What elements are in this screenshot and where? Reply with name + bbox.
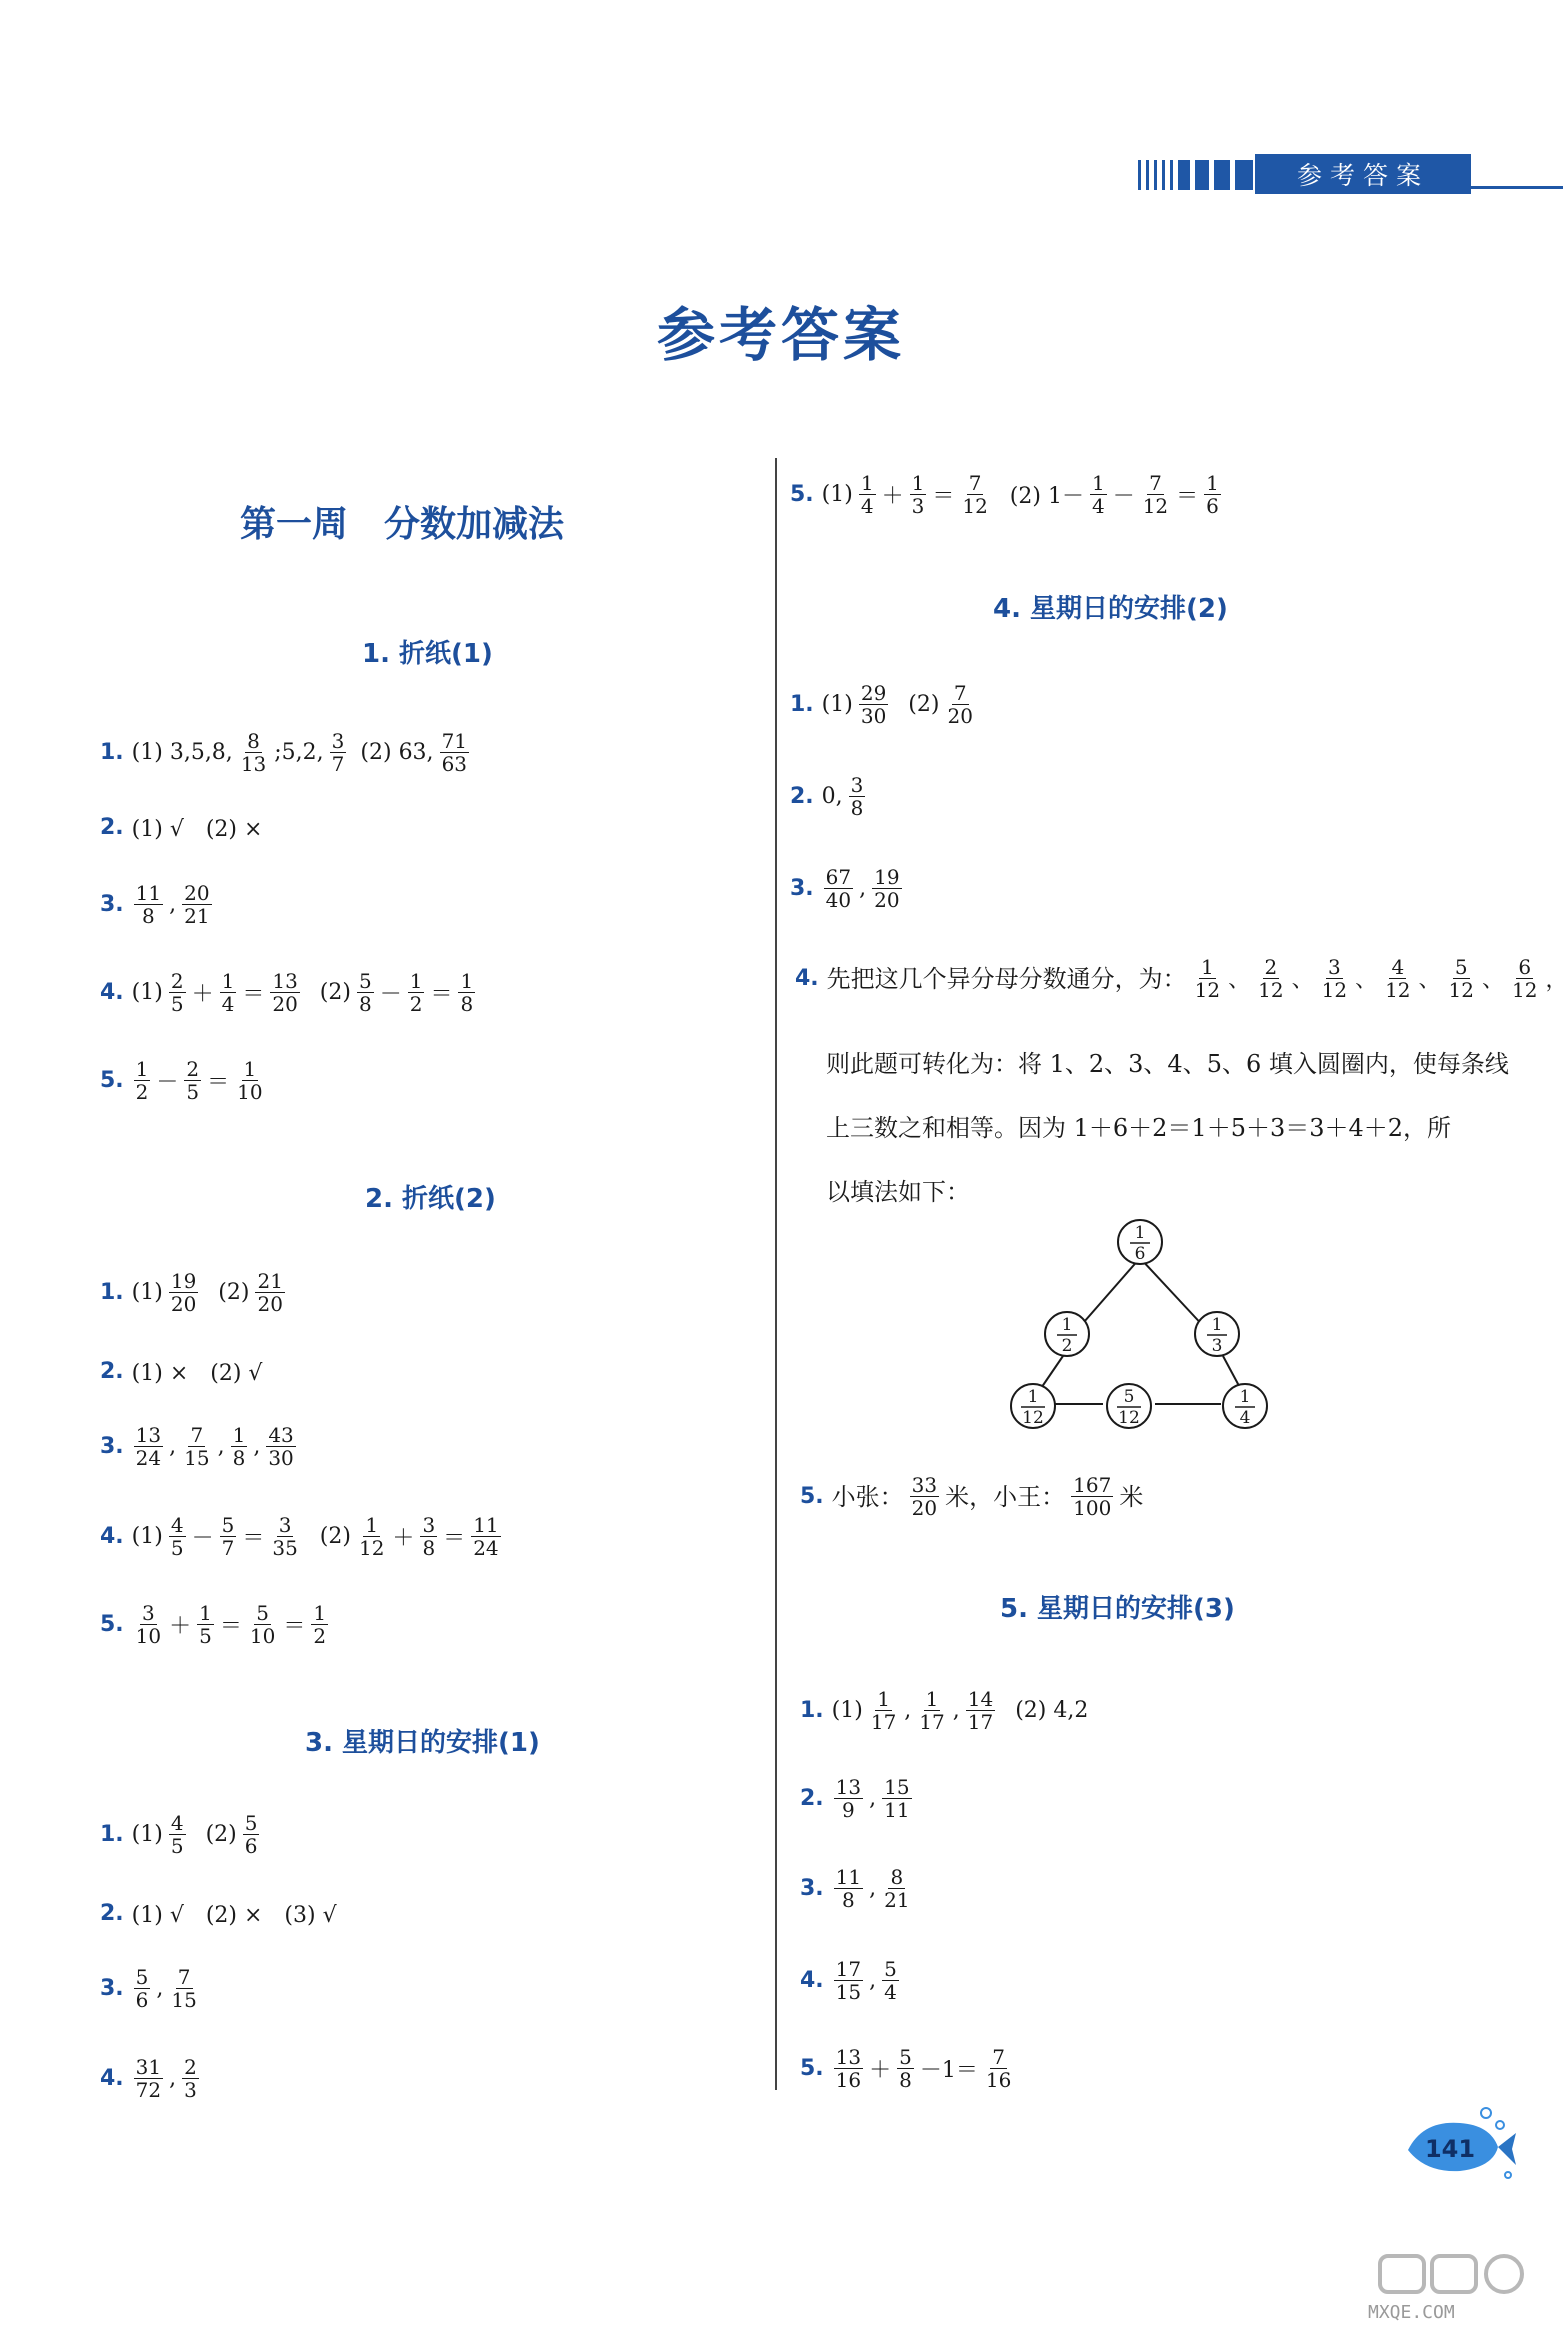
answer-1-1: 1. (1) 3,5,8, 8 13 ;5,2, 3 7 (2) 63, 71 63 bbox=[100, 729, 468, 776]
answer-3-2: 2. (1) √ (2) × (3) √ bbox=[100, 1901, 337, 1928]
svg-text:12: 12 bbox=[1022, 1408, 1044, 1428]
page-title: 参考答案 bbox=[656, 301, 905, 369]
answer-5-1: 1. (1) 1 17 , 1 17 , 14 17 (2) 4,2 bbox=[800, 1687, 1089, 1734]
diagram-line bbox=[1077, 1258, 1140, 1330]
diagram-line bbox=[1140, 1258, 1207, 1330]
answer-2-1: 1. (1) 19 20 (2) 21 20 bbox=[100, 1269, 283, 1316]
answer-4-5: 5. 小张： 33 20 米，小王： 167 100 米 bbox=[800, 1473, 1144, 1520]
answer-5-2: 2. 13 9 , 15 11 bbox=[800, 1775, 910, 1822]
answer-3-4: 4. 31 72 , 2 3 bbox=[100, 2055, 197, 2102]
svg-text:1: 1 bbox=[1134, 1223, 1146, 1243]
section-title-4: 4. 星期日的安排(2) bbox=[993, 594, 1228, 624]
fraction: 71 63 bbox=[441, 729, 468, 776]
answer-2-3: 3. 13 24 , 7 15 , 1 8 , 43 30 bbox=[100, 1423, 294, 1470]
circle-node-bottom-middle bbox=[1107, 1384, 1151, 1428]
header-decoration-bars bbox=[1138, 160, 1253, 190]
answer-4-4-line4: 以填法如下： bbox=[826, 1178, 970, 1206]
answer-2-4: 4. (1) 4 5 － 5 7 ＝ 3 35 (2) 1 12 ＋ 3 8 ＝ 11 24 bbox=[100, 1513, 499, 1560]
watermark-text: MXQE.COM bbox=[1368, 2302, 1455, 2323]
svg-text:1: 1 bbox=[1061, 1315, 1073, 1335]
fraction: 20 21 bbox=[184, 881, 210, 928]
answer-4-4: 4. 先把这几个异分母分数通分，为： 1 12 、 2 12 、 3 12 、 4 12 、 5 12 、 6 12 ， bbox=[795, 955, 1567, 1002]
circle-node-right bbox=[1195, 1312, 1239, 1356]
svg-text:1: 1 bbox=[1239, 1387, 1251, 1407]
answer-4-1: 1. (1) 29 30 (2) 7 20 bbox=[790, 681, 973, 728]
svg-text:6: 6 bbox=[1134, 1244, 1146, 1264]
page-number-fish-icon bbox=[1398, 2105, 1518, 2185]
header-tag: 参考答案 bbox=[1255, 154, 1471, 194]
fraction: 8 13 bbox=[240, 729, 267, 776]
page-number: 141 bbox=[1424, 2135, 1476, 2163]
answer-3-3: 3. 5 6 , 7 15 bbox=[100, 1965, 197, 2012]
answer-4-4-line3: 上三数之和相等。因为 1＋6＋2＝1＋5＋3＝3＋4＋2，所 bbox=[826, 1114, 1452, 1142]
fraction: 3 7 bbox=[331, 729, 345, 776]
circle-node-left bbox=[1045, 1312, 1089, 1356]
svg-text:4: 4 bbox=[1239, 1408, 1251, 1428]
circle-node-top bbox=[1118, 1220, 1162, 1264]
answer-5-4: 4. 17 15 , 5 4 bbox=[800, 1957, 897, 2004]
answer-4-2: 2. 0, 3 8 bbox=[790, 773, 864, 820]
answer-1-5: 5. 1 2 － 2 5 ＝ 1 10 bbox=[100, 1057, 263, 1104]
section-title-2: 2. 折纸(2) bbox=[365, 1184, 496, 1214]
answer-5-5: 5. 13 16 ＋ 5 8 －1＝ 7 16 bbox=[800, 2045, 1012, 2092]
fraction: 11 8 bbox=[135, 881, 162, 928]
answer-5-3: 3. 11 8 , 8 21 bbox=[800, 1865, 910, 1912]
answer-3-5: 5. (1) 1 4 ＋ 1 3 ＝ 7 12 (2) 1－ 1 4 － 7 12 ＝ 1 6 bbox=[790, 471, 1219, 518]
svg-text:5: 5 bbox=[1123, 1387, 1135, 1407]
answer-1-3: 3. 11 8 , 20 21 bbox=[100, 881, 210, 928]
week-title: 第一周 分数加减法 bbox=[240, 503, 565, 545]
section-title-1: 1. 折纸(1) bbox=[362, 639, 493, 669]
svg-text:2: 2 bbox=[1061, 1336, 1073, 1356]
svg-text:1: 1 bbox=[1211, 1315, 1223, 1335]
answer-1-4: 4. (1) 2 5 ＋ 1 4 ＝ 13 20 (2) 5 8 － 1 2 ＝ 1 8 bbox=[100, 969, 474, 1016]
answer-1-2: 2. (1) √ (2) × bbox=[100, 815, 263, 842]
answer-3-1: 1. (1) 4 5 (2) 5 6 bbox=[100, 1811, 258, 1858]
section-title-5: 5. 星期日的安排(3) bbox=[1000, 1594, 1235, 1624]
header-rule bbox=[1470, 186, 1563, 189]
answer-2-2: 2. (1) × (2) √ bbox=[100, 1359, 263, 1386]
section-title-3: 3. 星期日的安排(1) bbox=[305, 1728, 540, 1758]
answer-4-4-line2: 则此题可转化为：将 1、2、3、4、5、6 填入圆圈内，使每条线 bbox=[826, 1050, 1509, 1078]
circle-node-bottom-left bbox=[1011, 1384, 1055, 1428]
column-divider bbox=[775, 458, 777, 2090]
answer-4-3: 3. 67 40 , 19 20 bbox=[790, 865, 900, 912]
svg-text:3: 3 bbox=[1211, 1336, 1223, 1356]
circle-node-bottom-right bbox=[1223, 1384, 1267, 1428]
answer-2-5: 5. 3 10 ＋ 1 5 ＝ 5 10 ＝ 1 2 bbox=[100, 1601, 327, 1648]
circle-triangle-diagram bbox=[995, 1222, 1295, 1432]
svg-text:12: 12 bbox=[1118, 1408, 1140, 1428]
svg-text:1: 1 bbox=[1027, 1387, 1039, 1407]
